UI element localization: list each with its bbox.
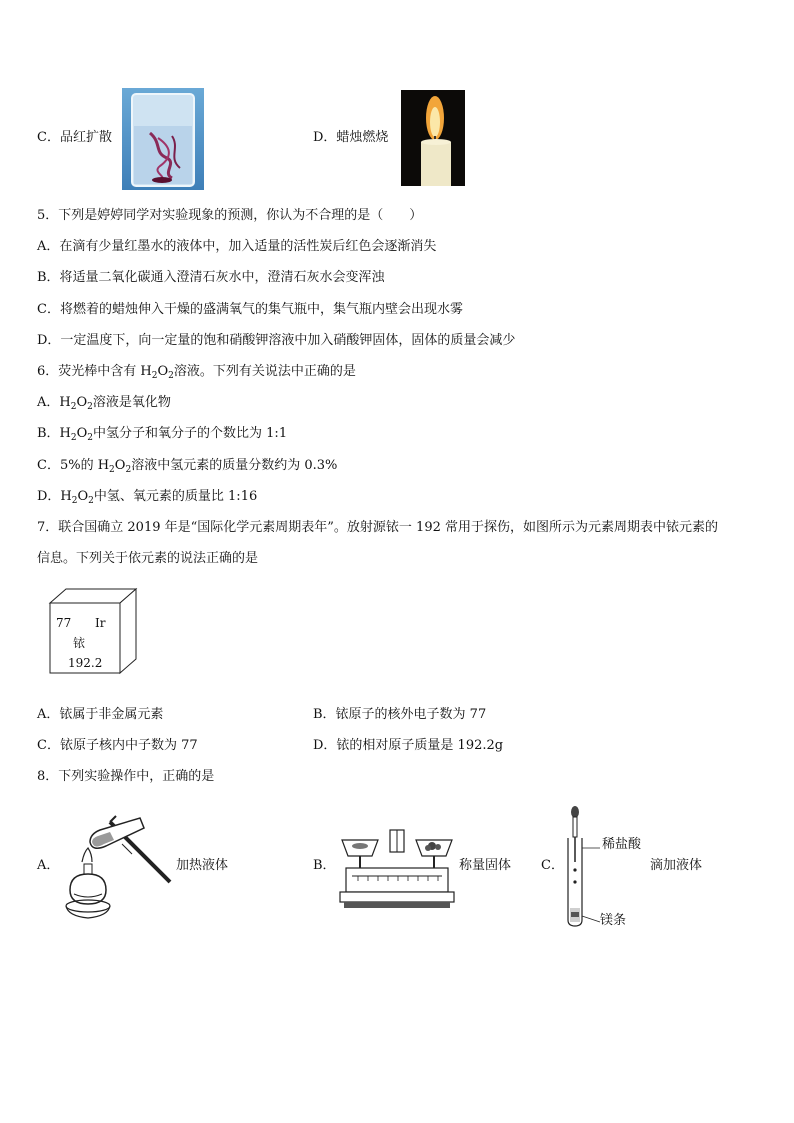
q8-option-b-label: 称量固体 — [459, 858, 512, 873]
q5-option-a: A．在滴有少量红墨水的液体中，加入适量的活性炭后红色会逐渐消失 — [37, 239, 437, 254]
q7-option-b: B．铱原子的核外电子数为 77 — [313, 707, 487, 722]
element-atomic-mass: 192.2 — [68, 656, 103, 670]
q6-option-a: A．$H_2O_2$溶液是氧化物 — [37, 395, 171, 412]
q5-stem: 5．下列是婷婷同学对实验现象的预测，你认为不合理的是（ ） — [37, 208, 423, 223]
q6-option-d: D．$H_2O_2$中氢、氧元素的质量比 1:16 — [37, 489, 258, 506]
q8-option-c-label: 滴加液体 — [650, 858, 703, 873]
heating-liquid-diagram — [62, 808, 174, 920]
q4-option-c: C．品红扩散 — [37, 130, 112, 145]
q6-stem: 6．荧光棒中含有 $H_2O_2$溶液。下列有关说法中正确的是 — [37, 364, 356, 381]
dilute-hcl-label: 稀盐酸 — [602, 837, 642, 852]
q8-option-b-letter: B． — [313, 858, 336, 873]
dropper-test-tube-diagram — [562, 804, 602, 930]
q7-stem-line1: 7．联合国确立 2019 年是“国际化学元素周期表年”。放射源铱一 192 常用于探伤，如图所示为元素周期表中铱元素的 — [37, 520, 718, 535]
q8-option-c-letter: C． — [541, 858, 564, 873]
q8-option-a-label: 加热液体 — [176, 858, 229, 873]
candle-burning-image — [401, 90, 465, 186]
q7-option-d: D．铱的相对原子质量是 192.2g — [313, 738, 504, 753]
q5-option-c: C．将燃着的蜡烛伸入干燥的盛满氧气的集气瓶中，集气瓶内壁会出现水雾 — [37, 302, 463, 317]
element-atomic-number: 77 — [56, 616, 72, 630]
element-name: 铱 — [73, 636, 86, 650]
q7-option-a: A．铱属于非金属元素 — [37, 707, 164, 722]
magnesium-strip-label: 镁条 — [600, 913, 627, 928]
q7-option-c: C．铱原子核内中子数为 77 — [37, 738, 198, 753]
q4-option-d: D．蜡烛燃烧 — [313, 130, 389, 145]
balance-scale-diagram — [338, 826, 456, 910]
q6-option-b: B．$H_2O_2$中氢分子和氧分子的个数比为 1:1 — [37, 426, 288, 443]
q8-option-a-letter: A． — [37, 858, 60, 873]
q5-option-d: D．一定温度下，向一定量的饱和硝酸钾溶液中加入硝酸钾固体，固体的质量会减少 — [37, 333, 516, 348]
dye-diffusion-beaker-image — [122, 88, 204, 190]
q8-stem: 8．下列实验操作中，正确的是 — [37, 769, 215, 784]
q6-option-c: C．5%的 $H_2O_2$溶液中氢元素的质量分数约为 0.3% — [37, 458, 338, 475]
element-symbol: Ir — [95, 616, 106, 630]
q7-stem-line2: 信息。下列关于依元素的说法正确的是 — [37, 551, 259, 566]
q5-option-b: B．将适量二氧化碳通入澄清石灰水中，澄清石灰水会变浑浊 — [37, 270, 385, 285]
